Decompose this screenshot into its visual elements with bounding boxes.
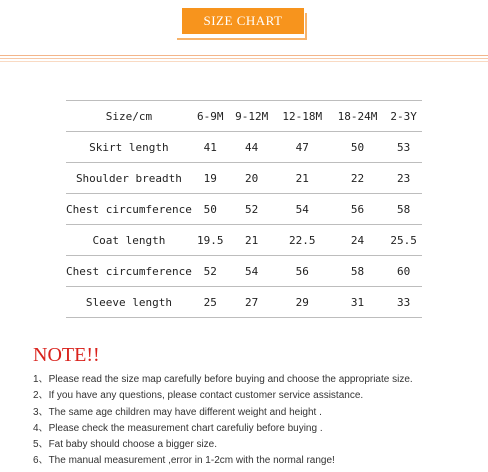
- row-label: Chest circumference: [66, 256, 192, 287]
- table-row: [66, 194, 422, 225]
- table-row: [66, 287, 422, 318]
- list-number: 5、: [33, 439, 49, 451]
- row-label: Sleeve length: [66, 287, 192, 318]
- list-item: [33, 407, 413, 419]
- table-cell: 47: [275, 132, 330, 163]
- list-number: 1、: [33, 374, 49, 385]
- table-cell: 56: [275, 256, 330, 287]
- list-text: If you have any questions, please contact customer service assistance.: [48, 390, 364, 402]
- table-cell: 52: [192, 256, 229, 287]
- header-banner: [0, 0, 488, 70]
- table-row: [66, 256, 422, 287]
- list-item: [33, 439, 413, 451]
- table-cell: 50: [330, 132, 385, 163]
- list-text: The same age children may have different weight and height .: [48, 406, 322, 418]
- table-cell: 25: [192, 287, 229, 318]
- table-cell: 41: [192, 132, 229, 163]
- list-number: 4、: [33, 422, 49, 434]
- decorative-stripe: [0, 55, 488, 56]
- column-header: 6-9M: [192, 101, 229, 132]
- row-label: Skirt length: [66, 132, 192, 163]
- table-cell: 25.5: [385, 225, 422, 256]
- table-cell: 19: [192, 163, 229, 194]
- table-cell: 54: [229, 256, 275, 287]
- table-row: [66, 132, 422, 163]
- row-label: Coat length: [66, 225, 192, 256]
- table-cell: 22: [330, 163, 385, 194]
- size-chart-table: [66, 100, 422, 318]
- list-text: Fat baby should choose a bigger size.: [48, 439, 217, 451]
- list-item: [33, 390, 413, 402]
- table-cell: 52: [229, 194, 275, 225]
- note-title: NOTE!!: [33, 344, 100, 366]
- column-header: 2-3Y: [385, 101, 422, 132]
- column-header: 18-24M: [330, 101, 385, 132]
- table-cell: 22.5: [275, 225, 330, 256]
- table-cell: 58: [385, 194, 422, 225]
- table-cell: 27: [229, 287, 275, 318]
- column-header: Size/cm: [66, 101, 192, 132]
- table-header-row: [66, 101, 422, 132]
- list-item: [33, 423, 413, 435]
- table-cell: 31: [330, 287, 385, 318]
- table-cell: 23: [385, 163, 422, 194]
- column-header: 9-12M: [229, 101, 275, 132]
- table-cell: 58: [330, 256, 385, 287]
- list-text: Please read the size map carefully before buying and choose the appropriate size.: [48, 374, 413, 385]
- table-cell: 21: [229, 225, 275, 256]
- row-label: Chest circumference: [66, 194, 192, 225]
- table-cell: 33: [385, 287, 422, 318]
- table-cell: 60: [385, 256, 422, 287]
- table-cell: 19.5: [192, 225, 229, 256]
- list-number: 2、: [33, 390, 49, 402]
- decorative-stripe: [0, 61, 488, 62]
- notes-list: [33, 374, 413, 472]
- list-text: Please check the measurement chart carefuliy before buying .: [48, 422, 323, 434]
- table-cell: 29: [275, 287, 330, 318]
- list-number: 6、: [33, 455, 49, 467]
- table-cell: 44: [229, 132, 275, 163]
- table-row: [66, 163, 422, 194]
- table-cell: 21: [275, 163, 330, 194]
- row-label: Shoulder breadth: [66, 163, 192, 194]
- table-cell: 54: [275, 194, 330, 225]
- table-cell: 53: [385, 132, 422, 163]
- table-cell: 24: [330, 225, 385, 256]
- list-number: 3、: [33, 406, 49, 418]
- decorative-stripe: [0, 58, 488, 59]
- list-text: The manual measurement ,error in 1-2cm with the normal range!: [48, 455, 335, 467]
- page-title: SIZE CHART: [182, 8, 304, 34]
- table-cell: 50: [192, 194, 229, 225]
- table-cell: 56: [330, 194, 385, 225]
- table-cell: 20: [229, 163, 275, 194]
- list-item: [33, 374, 413, 386]
- table-row: [66, 225, 422, 256]
- column-header: 12-18M: [275, 101, 330, 132]
